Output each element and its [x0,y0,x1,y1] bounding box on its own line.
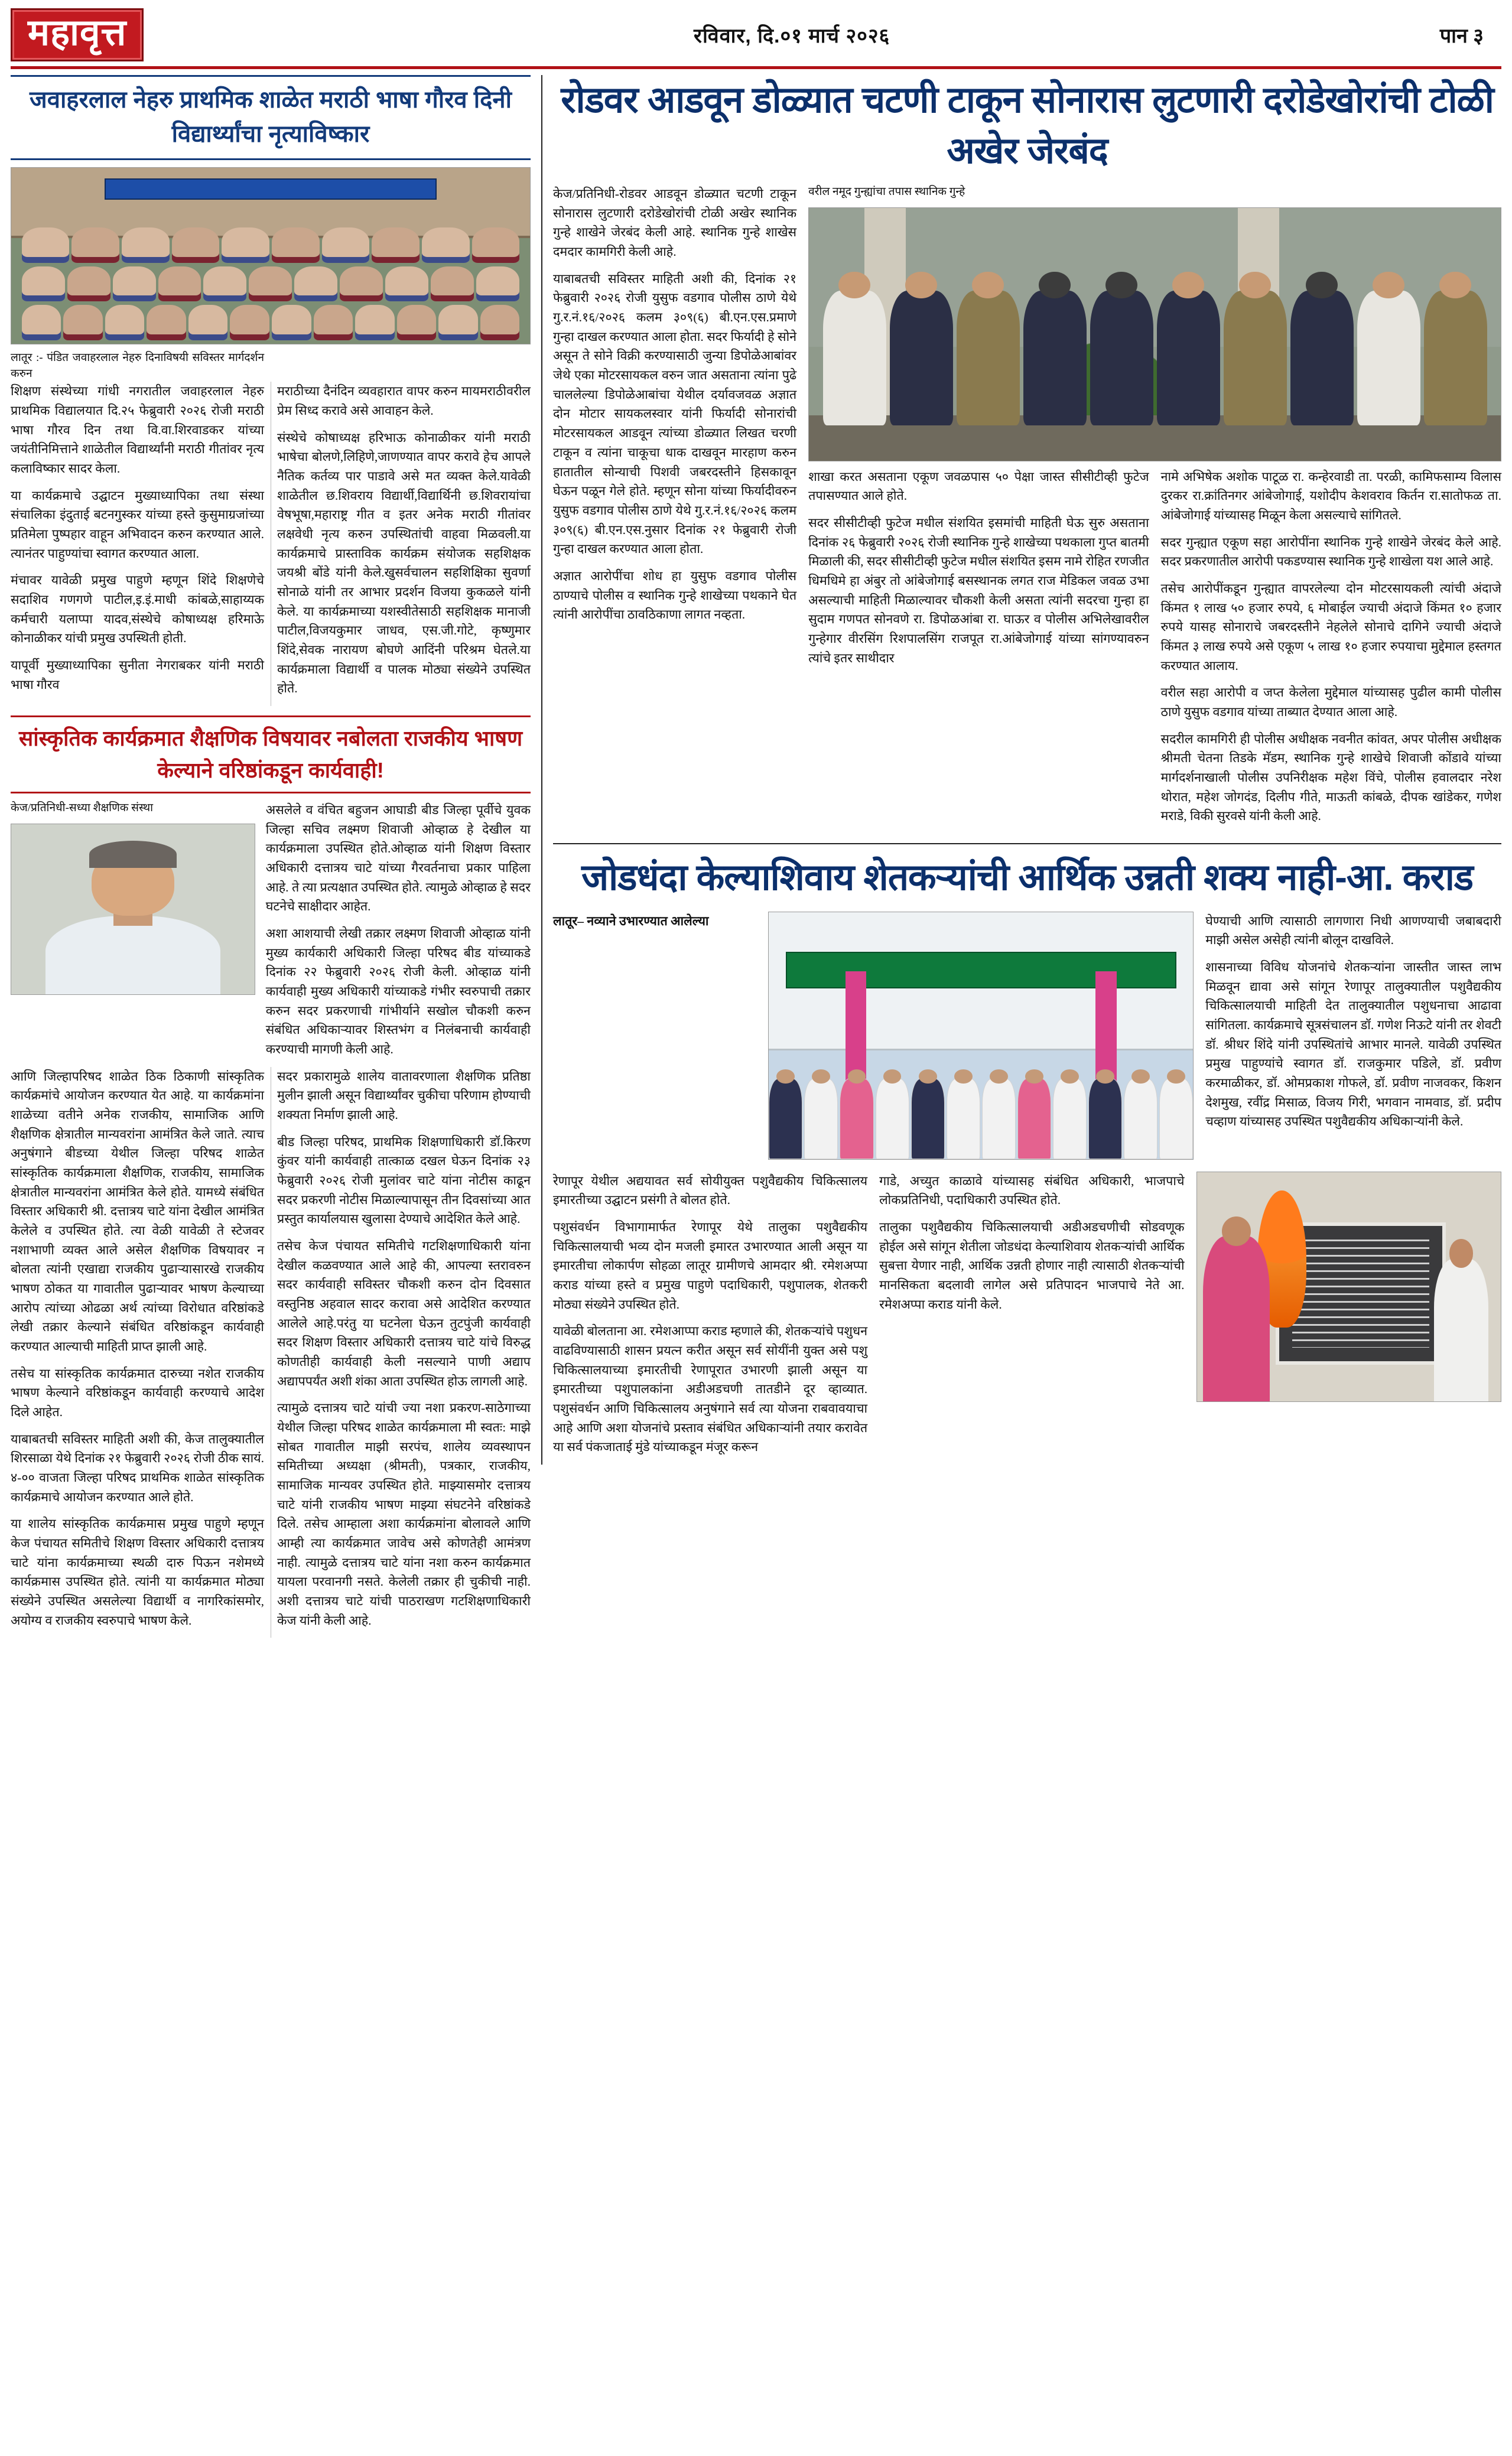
paragraph: रेणापूर येथील अद्ययावत सर्व सोयीयुक्त पशुवैद्यकीय चिकित्सालय इमारतीच्या उद्घाटन प्रसंगी ते बोलत होते. [553,1173,868,1208]
paragraph: आणि जिल्हापरिषद शाळेत ठिक ठिकाणी सांस्कृतिक कार्यक्रमांचे आयोजन करण्यात येत आहे. या कार्यक्रमांना शाळेच्या वतीने अनेक राजकीय, सामाजिक आणि शैक्षणिक क्षेत्रातील मान्यवरांना आमंत्रित केले जाते. त्याच अनुषंगाने बीडच्या येथील जिल्हा परिषद शाळेत सांस्कृतिक कार्यक्रमाला शैक्षणिक, राजकीय, सामाजिक क्षेत्रातील मान्यवरांना आमंत्रित केले होते. यामध्ये संबंधित विस्तार अधिकारी श्री. दत्तात्रय चाटे यांना देखील आमंत्रित केलेले व उपस्थित होते. त्या वेळी यावेळी ते स्टेजवर नशाभाणी व्यक्त आले असेल शैक्षणिक विषयावर न बोलता त्यांनी एखाद्या राजकीय पुढाऱ्यासारखे राजकीय भाषण ठोकत या गावातील पुढाऱ्यावर भाषण केल्याच्या आरोप त्यांच्या ओढळा अर्थ त्यांच्या विरोधात वरिष्ठांकडे लेखी तक्रार केल्याने संबंधित वरिष्ठांकडून कार्यवाही करण्यात आल्याची माहिती प्राप्त झाली आहे. [11,1069,264,1354]
paragraph: या कार्यक्रमाचे उद्घाटन मुख्याध्यापिका तथा संस्था संचालिका इंदुताई बटनगुस्कर यांच्या हस्ते कुसुमाग्रजांच्या प्रतिमेला पुष्पहार वाहून अभिवादन करुन करण्यात आले. त्यानंतर पाहुण्यांचा स्वागत करण्यात आला. [11,488,264,561]
issue-date: रविवार, दि.०१ मार्च २०२६ [694,25,890,47]
paragraph: त्यामुळे दत्तात्रय चाटे यांची ज्या नशा प्रकरण-साठेगाच्या येथील जिल्हा परिषद शाळेत कार्यक्रमाला मी स्वतः: माझे सोबत गावातील माझी सरपंच, शालेय व्यवस्थापन समितीच्या अध्यक्षा (श्रीमती), पत्रकार, राजकीय, सामाजिक मान्यवर उपस्थित होते. माझ्यासमोर दत्तात्रय चाटे यांनी राजकीय भाषण माझ्या संघटनेने वरिष्ठांकडे दिले. तसेच आम्हाला अशा कार्यक्रमांना बोलावले आणि आम्ही त्या कार्यक्रमात जावेच असे कोणतेही आमंत्रण नाही. त्यामुळे दत्तात्रय चाटे यांना नशा करुन कार्यक्रमात यायला परवानगी नसते. केलेली तक्रार ही चुकीची नाही. अशी दत्तात्रय चाटे यांची पाठराखण गटशिक्षणाधिकारी केज यांनी केली आहे. [277,1401,531,1628]
paragraph: गाडे, अच्युत काळावे यांच्यासह संबंधित अधिकारी, भाजपाचे लोकप्रतिनिधी, पदाधिकारी उपस्थित होते. [879,1173,1185,1208]
plaque-unveiling-photo [1196,1172,1501,1402]
headline-school-dance: जवाहरलाल नेहरु प्राथमिक शाळेत मराठी भाषा गौरव दिनी विद्यार्थ्यांचा नृत्याविष्कार [11,75,531,160]
right-column [541,75,1501,1465]
paragraph: मंचावर यावेळी प्रमुख पाहुणे म्हणून शिंदे शिक्षणेचे सदाशिव गणगणे पाटील,इ.इं.माधी कांबळे,साहाय्यक कर्मचारी यलाप्पा यादव,संस्थेचे कोषाध्यक्ष हरिमाऊे कोनाळीकर यांची प्रमुख उपस्थिती होती. [11,573,264,646]
headline-robbery-gang: रोडवर आडवून डोळ्यात चटणी टाकून सोनारास लुटणारी दरोडेखोरांची टोळी अखेर जेरबंद [561,80,1494,171]
paragraph: सदरील कामगिरी ही पोलीस अधीक्षक नवनीत कांवत, अपर पोलीस अधीक्षक श्रीमती चेतना तिडके मॅडम, स्थानिक गुन्हे शाखेचे शिवाजी कोंडावे यांच्या मार्गदर्शनाखाली पोलीस उपनिरीक्षक महेश विंचे, पोलीस हवालदार नरेश थोरात, महेश जोगदंड, दिलीप गीते, माऊती कांबळे, दीपक खांडेकर, गणेश मराडे, विकी सुरवसे यांनी केली आहे. [1160,731,1501,824]
body-farmers-col1 [553,1172,867,1465]
paragraph: मराठीच्या दैनंदिन व्यवहारात वापर करुन मायमराठीवरील प्रेम सिध्द करावे असे आवाहन केले. [277,384,531,418]
page-number: पान ३ [1439,25,1484,47]
hospital-inauguration-photo [768,912,1194,1160]
paragraph: शासनाच्या विविध योजनांचे शेतकऱ्यांना जास्तीत जास्त लाभ मिळवून द्यावा असे सांगून रेणापूर तालुक्यातील पशुवैद्यकीय चिकित्सालयाची माहिती देत तालुक्यातील पशुधनाचा आढावा सांगितला. कार्यक्रमाचे सूत्रसंचालन डॉ. गणेश निऊटे यांनी तर शेवटी डॉ. श्रीधर शिंदे यांनी उपस्थितांचे आभार मानले. यावेळी उपस्थित प्रमुख पाहुण्यांचे स्वागत डॉ. राजकुमार पडिले, डॉ. प्रवीण करमाळीकर, डॉ. ओमप्रकाश गोफले, डॉ. प्रवीण नाजवकर, किशन देशमुख, रवींद्र मिसाळ, विजय गिरी, भगवान नामवाड, डॉ. प्रदीप चव्हाण यांच्यासह उपस्थित पशुवैद्यकीय अधिकाऱ्यांनी केले. [1205,960,1501,1129]
dateline-farmers [553,912,756,939]
officer-portrait-photo [11,824,255,995]
paragraph: सदर गुन्ह्यात एकूण सहा आरोपींना स्थानिक गुन्हे शाखेने जेरबंद केले आहे. सदर प्रकरणातील आरोपी पकडण्यास स्थानिक गुन्हे शाखेला यश आले आहे. [1160,535,1501,569]
headline-farmers-income: जोडधंदा केल्याशिवाय शेतकऱ्यांची आर्थिक उन्नती शक्य नाही-आ. कराड [581,857,1473,899]
paragraph: संस्थेचे कोषाध्यक्ष हरिभाऊ कोनाळीकर यांनी मराठी भाषेचा बोलणे,लिहिणे,जाणण्यात वापर करावे हेच आपले नैतिक कर्तव्य पार पाडावे असे मत व्यक्त केले.यावेळी शाळेतील छ.शिवराय विद्यार्थी,विद्यार्थिनी छ.शिवरायांचा वेषभूषा,महाराष्ट्र गीत व इतर अनेक मराठी गीतांवर लक्षवेधी नृत्य करुन उपस्थितांची वाहवा मिळवली.या कार्यक्रमाचे प्रास्ताविक कार्यक्रम संयोजक सहशिक्षक जयश्री बोंडे यांनी केले.खुसर्वचालन सहशिक्षिका सुवर्णा सोनाळे यांनी तर आभार प्रदर्शन विजया कुकळले यांनी केले. या कार्यक्रमाच्या यशस्वीतेसाठी सहशिक्षक मानाजी पाटील,विजयकुमार जाधव, एस.जी.गोटे, कृष्णुमार शिंदे,सेवक नारायण बोघणे आदिंनी परिश्रम घेतले.या कार्यक्रमाला विद्यार्थी व पालक मोठ्या संख्येने उपस्थित होते. [277,430,531,696]
paragraph: तसेच आरोपींकडून गुन्ह्यात वापरलेल्या दोन मोटरसायकली त्यांची अंदाजे किंमत १ लाख ५० हजार रुपये, ६ मोबाईल ज्याची अंदाजे किंमत १० हजार रुपये यासह सोनाराचे जबरदस्तीने नेहलेले सोनाचे दागिने ज्याची अंदाजे किंमत ३ लाख रुपये असे एकूण ५ लाख १० हजार रुपयाचा मुद्देमाल हस्तगत करण्यात आलाय. [1160,581,1501,673]
paragraph: घेण्याची आणि त्यासाठी लागणारा निधी आणण्याची जबाबदारी माझी असेल असेही त्यांनी बोलून दाखविले. [1205,913,1501,948]
paragraph: तसेच या सांस्कृतिक कार्यक्रमात दारुच्या नशेत राजकीय भाषण केल्याने वरिष्ठांकडून कार्यवाही करण्याचे आदेश दिले आहेत. [11,1366,264,1420]
paragraph: यापूर्वी मुख्याध्यापिका सुनीता नेगराबकर यांनी मराठी भाषा गौरव [11,658,264,692]
school-group-photo [11,167,531,344]
body-robbery-col1 [553,184,796,632]
paragraph: नामे अभिषेक अशोक पाटूळ रा. कन्हेरवाडी ता. परळी, कामिफसाम्य विलास दुरकर रा.क्रांतिनगर आंबेजोगाई, यशोदीप केशवराव किर्तन रा.सातोफळ ता. आंबेजोगाई यांच्यासह मिळून केला असल्याचे सांगितले. [1160,469,1501,523]
paragraph: यावेळी बोलताना आ. रमेशआप्पा कराड म्हणाले की, शेतकऱ्यांचे पशुधन वाढविण्यासाठी शासन प्रयत्न करीत असून सर्व सोयींनी युक्त असे पशु चिकित्सालयाच्या इमारतीची रेणापूरात उभारणी झाली असून या इमारतीच्या पशुपालकांना अडीअडचणी तातडीने दूर व्हाव्यात. पशुसंवर्धन आणि चिकित्सालय अनुषंगाने सर्व त्या योजना राबवावयाचा आहे आणि अशा योजनांचे प्रस्ताव संबंधित अधिकाऱ्यांनी तयार करावेत या सर्व पंकजाताई मुंडे यांच्याकडून मंजूर करून [553,1324,868,1455]
paragraph: पशुसंवर्धन विभागामार्फत रेणापूर येथे तालुका पशुवैद्यकीय चिकित्सालयाची भव्य दोन मजली इमारत उभारण्यात आली असून या इमारतीचा लोकार्पण सोहळा लातूर ग्रामीणचे आमदार श्री. रमेशअप्पा कराड यांच्या हस्ते व प्रमुख पाहुणे पदाधिकारी, पशुपालक, शेतकरी मोठ्या संख्येने उपस्थित होते. [553,1220,868,1312]
paragraph: शाखा करत असताना एकूण जवळपास ५० पेक्षा जास्त सीसीटीव्ही फुटेज तपासण्यात आले होते. [808,469,1149,503]
body-political-speech [11,1067,531,1638]
photo-caption-arrest: वरील नमूद गुन्ह्यांचा तपास स्थानिक गुन्हे [808,186,965,199]
paragraph: या शालेय सांस्कृतिक कार्यक्रमास प्रमुख पाहुणे म्हणून केज पंचायत समितीचे शिक्षण विस्तार अधिकारी दत्तात्रय चाटे यांना कार्यक्रमाच्या स्थळी दारु पिऊन नशेमध्ये कार्यक्रमास उपस्थित होते. त्यांनी या कार्यक्रमात मोठ्या संख्येने उपस्थित असलेल्या विद्यार्थी व नागरिकांसमोर, अयोग्य व राजकीय स्वरुपाचे भाषण केले. [11,1517,264,1628]
body-school-dance [11,382,531,706]
paragraph: तालुका पशुवैद्यकीय चिकित्सालयाची अडीअडचणीची सोडवणूक होईल असे सांगून शेतीला जोडधंदा केल्याशिवाय शेतकऱ्यांची आर्थिक सुबत्ता येणार नाही, आर्थिक उन्नती होणार नाही त्यासाठी शेतकऱ्यांची मानसिकता बदलावी लागेल असे प्रतिपादन भाजपाचे नेते आ. रमेशअप्पा कराड यांनी केले. [879,1220,1185,1312]
paragraph: असलेले व वंचित बहुजन आघाडी बीड जिल्हा पूर्वीचे युवक जिल्हा सचिव लक्ष्मण शिवाजी ओव्हाळ हे देखील या कार्यक्रमाला उपस्थित होते.ओव्हाळ यांनी शिक्षण विस्तार अधिकारी दत्तात्रय चाटे यांच्या गैरवर्तनाचा प्रकार पाहिला आहे. ते त्या प्रत्यक्षात उपस्थित होते. त्यामुळे ओव्हाळ हे सदर घटनेचे साक्षीदार आहेत. [265,802,531,914]
section-divider [553,843,1501,844]
body-farmers-col2 [879,1172,1184,1322]
article-farmers-income [553,853,1501,1465]
paragraph: अज्ञात आरोपींचा शोध हा युसुफ वडगाव पोलीस ठाण्याचे पोलीस व स्थानिक गुन्हे शाखेच्या पथकाने घेत त्यांनी आरोपींचा ठावठिकाणा लागत नव्हता. [553,568,797,622]
body-farmers-col3-top [1205,912,1501,1139]
newspaper-logo: महावृत्त [11,8,144,61]
photo-caption-school: लातूर :- पंडित जवाहरलाल नेहरु दिनाविषयी सविस्तर मार्गदर्शन करुन [11,352,264,380]
article-robbery-gang [553,75,1501,834]
paragraph: याबाबतची सविस्तर माहिती अशी की, दिनांक २१ फेब्रुवारी २०२६ रोजी युसुफ वडगाव पोलीस ठाणे येथे गु.र.नं.१६/२०२६ कलम ३०९(६) बी.एन.एस.प्रमाणे गुन्हा दाखल करण्यात आला होता. सदर फिर्यादी हे सोने असून ते सोने विक्री करण्यासाठी जुन्या डिपोळेआबांवर जेथे एका मोटरसायकल वरुन जात असताना त्यांना पुढे चाललेल्या डिपोळेआबांचा येथील दर्यावजवळ अज्ञात दोन मोटार सायकलस्वार यांनी फिर्यादी सोनारांची मोटरसायकल आडवून त्यांच्या डोळ्यात लिखत चरणी टाकून व त्यांना चाकूचा धाक दाखवून मारहाण करुन हातातील सोन्याची पिशवी जबरदस्तीने हिसकावून घेऊन पळून गेले होते. म्हणून सोना यांच्या फिर्यादीवरुन युसुफ वडगाव पोलीस ठाणे येथे गु.र.नं.१६/२०२६ कलम ३०९(६) बी.एन.एस.नुसार दिनांक २१ फेब्रुवारी रोजी गुन्हा दाखल करण्यात आला होता. [553,271,797,557]
paragraph: सदर प्रकारामुळे शालेय वातावरणाला शैक्षणिक प्रतिष्ठा मुलीन झाली असून विद्यार्थ्यांवर चुकीचा परिणाम होण्याची शक्यता निर्माण झाली आहे. [277,1069,531,1123]
masthead [11,8,1501,69]
paragraph: बीड जिल्हा परिषद, प्राथमिक शिक्षणाधिकारी डॉ.किरण कुंवर यांनी कार्यवाही तात्काळ दखल घेऊन दिनांक २३ फेब्रुवारी २०२६ रोजी मुलांवर चाटे यांना नोटीस काढून सदर प्रकरणी नोटीस मिळाल्यापासून तीन दिवसांच्या आत प्रस्तुत कार्यालयास खुलासा देण्याचे आदेशित केले आहे. [277,1134,531,1227]
paragraph: अशा आशयाची लेखी तक्रार लक्ष्मण शिवाजी ओव्हाळ यांनी मुख्य कार्यकारी अधिकारी जिल्हा परिषद बीड यांच्याकडे दिनांक २२ फेब्रुवारी २०२६ रोजी केली. ओव्हाळ यांनी कार्यवाही मुख्य अधिकारी यांच्याकडे गंभीर स्वरुपाची तक्रार करुन सदर प्रकरणाची गांभीर्याने सखोल चौकशी करुन संबंधित अधिकाऱ्यावर शिस्तभंग व निलंबनाची कार्यवाही करण्याची मागणी केली आहे. [265,926,531,1056]
body-robbery-col2 [808,467,1149,834]
paragraph: सदर सीसीटीव्ही फुटेज मधील संशयित इसमांची माहिती घेऊ सुरु असताना दिनांक २६ फेब्रुवारी २०२६ रोजी स्थानिक गुन्हे शाखेच्या पथकाला गुप्त बातमी मिळाली की, सदर सीसीटीव्ही फुटेज मधील संशयित इसम नामे रोहित रणजीत धिमधिमे हा अंबुर तो आंबेजोगाई बसस्थानक लगत राज मेडिकल जवळ उभा असल्याची माहिती मिळाल्यावर चौकशी केली असता त्यांनी सदरचा गुन्हा हा सुदाम गणपत सोनवणे रा. डिपोळआंबा रा. घाऊर व पोलीस अभिलेखावरील गुन्हेगार वीरसिंग रिशपालसिंग राजपूत रा.आंबेजोगाई यांच्या सांगण्यावरुन त्यांचे इतर साथीदार [808,516,1149,665]
headline-political-speech: सांस्कृतिक कार्यक्रमात शैक्षणिक विषयावर नबोलता राजकीय भाषण केल्याने वरिष्ठांकडून कार्यवाही! [11,715,531,793]
arrested-accused-police-photo [808,207,1501,461]
article-political-speech [11,715,531,1638]
paragraph: केज/प्रतिनिधी-रोडवर आडवून डोळ्यात चटणी टाकून सोनारास लुटणारी दरोडेखोरांची टोळी अखेर स्थानिक गुन्हे शाखेने जेरबंद केली आहे. स्थानिक गुन्हे शाखेस दमदार कामगिरी केली आहे. [553,187,797,259]
article-school-dance [11,75,531,706]
left-column [11,75,531,1638]
paragraph: याबाबतची सविस्तर माहिती अशी की, केज तालुक्यातील शिरसाळा येथे दिनांक २१ फेब्रुवारी २०२६ रोजी ठीक सायं. ४-०० वाजता जिल्हा परिषद प्राथमिक शाळेत सांस्कृतिक कार्यक्रमाचे आयोजन करण्यात आले होते. [11,1432,264,1504]
paragraph: वरील सहा आरोपी व जप्त केलेला मुद्देमाल यांच्यासह पुढील कामी पोलीस ठाणे युसुफ वडगाव यांच्या ताब्यात देण्यात आला आहे. [1160,685,1501,720]
body-political-intro [266,801,531,1067]
paragraph: शिक्षण संस्थेच्या गांधी नगरातील जवाहरलाल नेहरु प्राथमिक विद्यालयात दि.२५ फेब्रुवारी २०२६ रोजी मराठी भाषा गौरव दिन तथा वि.वा.शिरवाडकर यांच्या जयंतीनिमित्ताने शाळेतील विद्यार्थ्यांनी मराठी गीतांवर नृत्य कलाविष्कार सादर केला. [11,384,264,476]
paragraph: तसेच केज पंचायत समितीचे गटशिक्षणाधिकारी यांना देखील कळवण्यात आले आहे की, आपल्या स्तरावरुन सदर कार्यवाही सविस्तर चौकशी करुन दोन दिवसात वस्तुनिष्ठ अहवाल सादर करावा असे आदेशित करण्यात आलेले आहे.परंतु या घटनेला घेऊन तुटपुंजी कार्यवाही सदर शिक्षण विस्तार अधिकारी दत्तात्रय चाटे यांचे विरुद्ध कोणतीही कार्यवाही केली नसल्याने पाणी अद्याप अद्यापपर्यंत अशी शंका आता उपस्थित होऊ लागली आहे. [277,1239,531,1388]
paragraph: लातूर– नव्याने उभारण्यात आलेल्या [553,913,709,928]
body-robbery-col3 [1161,467,1501,834]
photo-caption-officer: केज/प्रतिनिधी-सध्या शैक्षणिक संस्था [11,801,154,814]
